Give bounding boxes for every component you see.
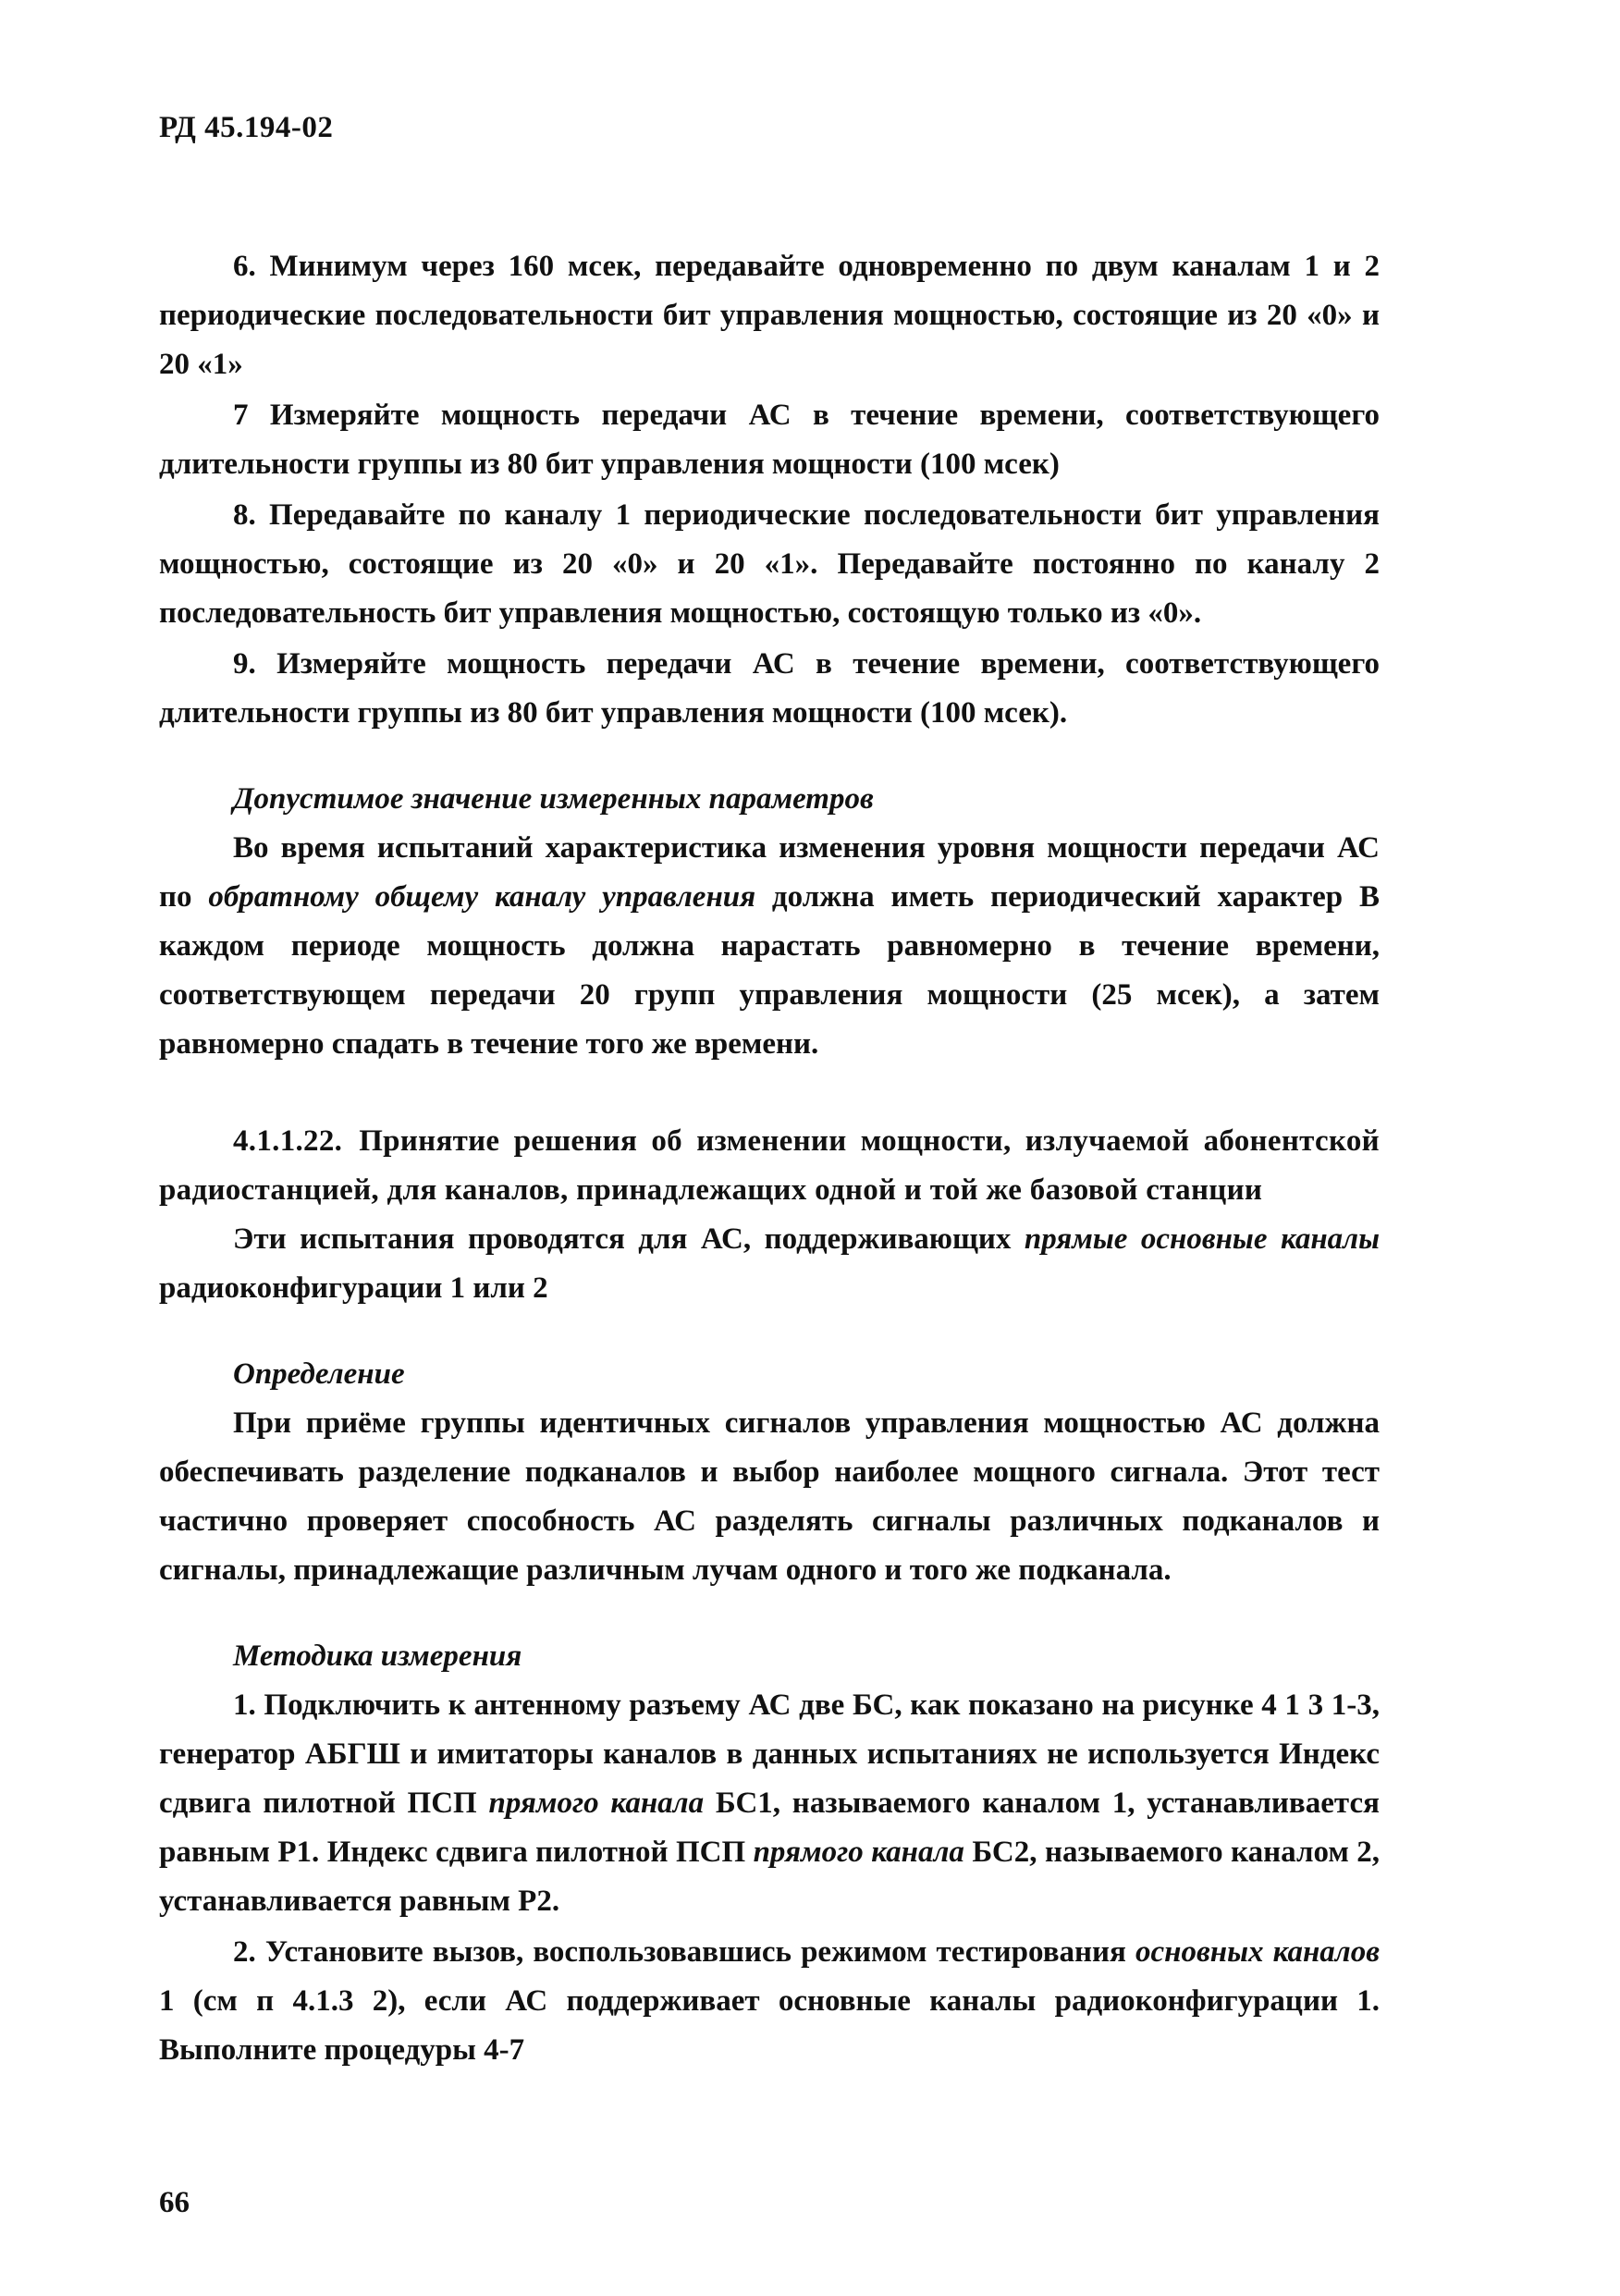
method-step-2 [159,1928,1380,2075]
text-run: 2. Установите вызов, воспользовавшись режимом тестирования [233,1935,1136,1969]
text-run: 1. Подключить к антенному разъему АС две БС, как показано на рисунке 4 1 3 1-3, генератор АБГШ и имитаторы каналов в данных испытаниях не используется Индекс сдвига пилотной ПСП [159,1688,1380,1820]
italic-term: обратному общему каналу управления [208,880,756,914]
section-heading [159,1117,1380,1215]
method-step-1 [159,1681,1380,1926]
text-run: радиоконфигурации 1 или 2 [159,1271,548,1305]
page-number: 66 [159,2186,190,2219]
page-body [159,242,1380,2075]
document-header: РД 45.194-02 [159,111,334,144]
italic-term: прямого канала [488,1786,705,1820]
italic-term: прямого канала [753,1836,964,1869]
text-run: БС2, называемого каналом 2, устанавливается равным Р2. [159,1836,1381,1918]
section-title: Принятие решения об изменении мощности, излучаемой абонентской радиостанцией, для каналов, принадлежащих одной и той же базовой станции [159,1124,1380,1207]
method-heading: Методика измерения [233,1639,522,1673]
step-6-paragraph: 6. Минимум через 160 мсек, передавайте одновременно по двум каналам 1 и 2 периодические последовательности бит управления мощностью, состоящие из 20 «0» и 20 «1» [159,250,1380,381]
text-run: Во время испытаний характеристика изменения уровня мощности передачи АС по [159,831,1380,914]
italic-term: основных каналов [1135,1935,1380,1969]
text-run: должна иметь периодический характер В каждом периоде мощность должна нарастать равномерно в течение времени, соответствующем передачи 20 групп управления мощности (25 мсек), а затем равномерно спадать в течение того же времени. [159,880,1380,1061]
definition-paragraph: При приёме группы идентичных сигналов управления мощностью АС должна обеспечивать разделение подканалов и выбор наиболее мощного сигнала. Этот тест частично проверяет способность АС разделять сигналы различных подканалов и сигналы, принадлежащие различным лучам одного и того же подканала. [159,1406,1380,1587]
section-number: 4.1.1.22. [233,1124,343,1158]
italic-term: прямые основные каналы [1024,1222,1381,1256]
step-9-paragraph: 9. Измеряйте мощность передачи АС в течение времени, соответствующего длительности группы из 80 бит управления мощности (100 мсек). [159,647,1380,730]
step-8-paragraph: 8. Передавайте по каналу 1 периодические последовательности бит управления мощностью, состоящие из 20 «0» и 20 «1». Передавайте постоянно по каналу 2 последовательность бит управления мощностью, состоящую только из «0». [159,498,1380,630]
text-run: Эти испытания проводятся для АС, поддерживающих [233,1222,1025,1256]
allowed-values-paragraph [159,824,1380,1069]
definition-heading: Определение [233,1357,405,1391]
tests-scope-paragraph [159,1215,1380,1313]
text-run: 1 (см п 4.1.3 2), если АС поддерживает основные каналы радиоконфигурации 1. Выполните процедуры 4-7 [159,1984,1380,2067]
step-7-paragraph: 7 Измеряйте мощность передачи АС в течение времени, соответствующего длительности группы из 80 бит управления мощности (100 мсек) [159,399,1380,481]
text-run: БС1, называемого каналом 1, устанавливается равным Р1. Индекс сдвига пилотной ПСП [159,1786,1380,1869]
allowed-values-heading: Допустимое значение измеренных параметров [233,782,874,816]
